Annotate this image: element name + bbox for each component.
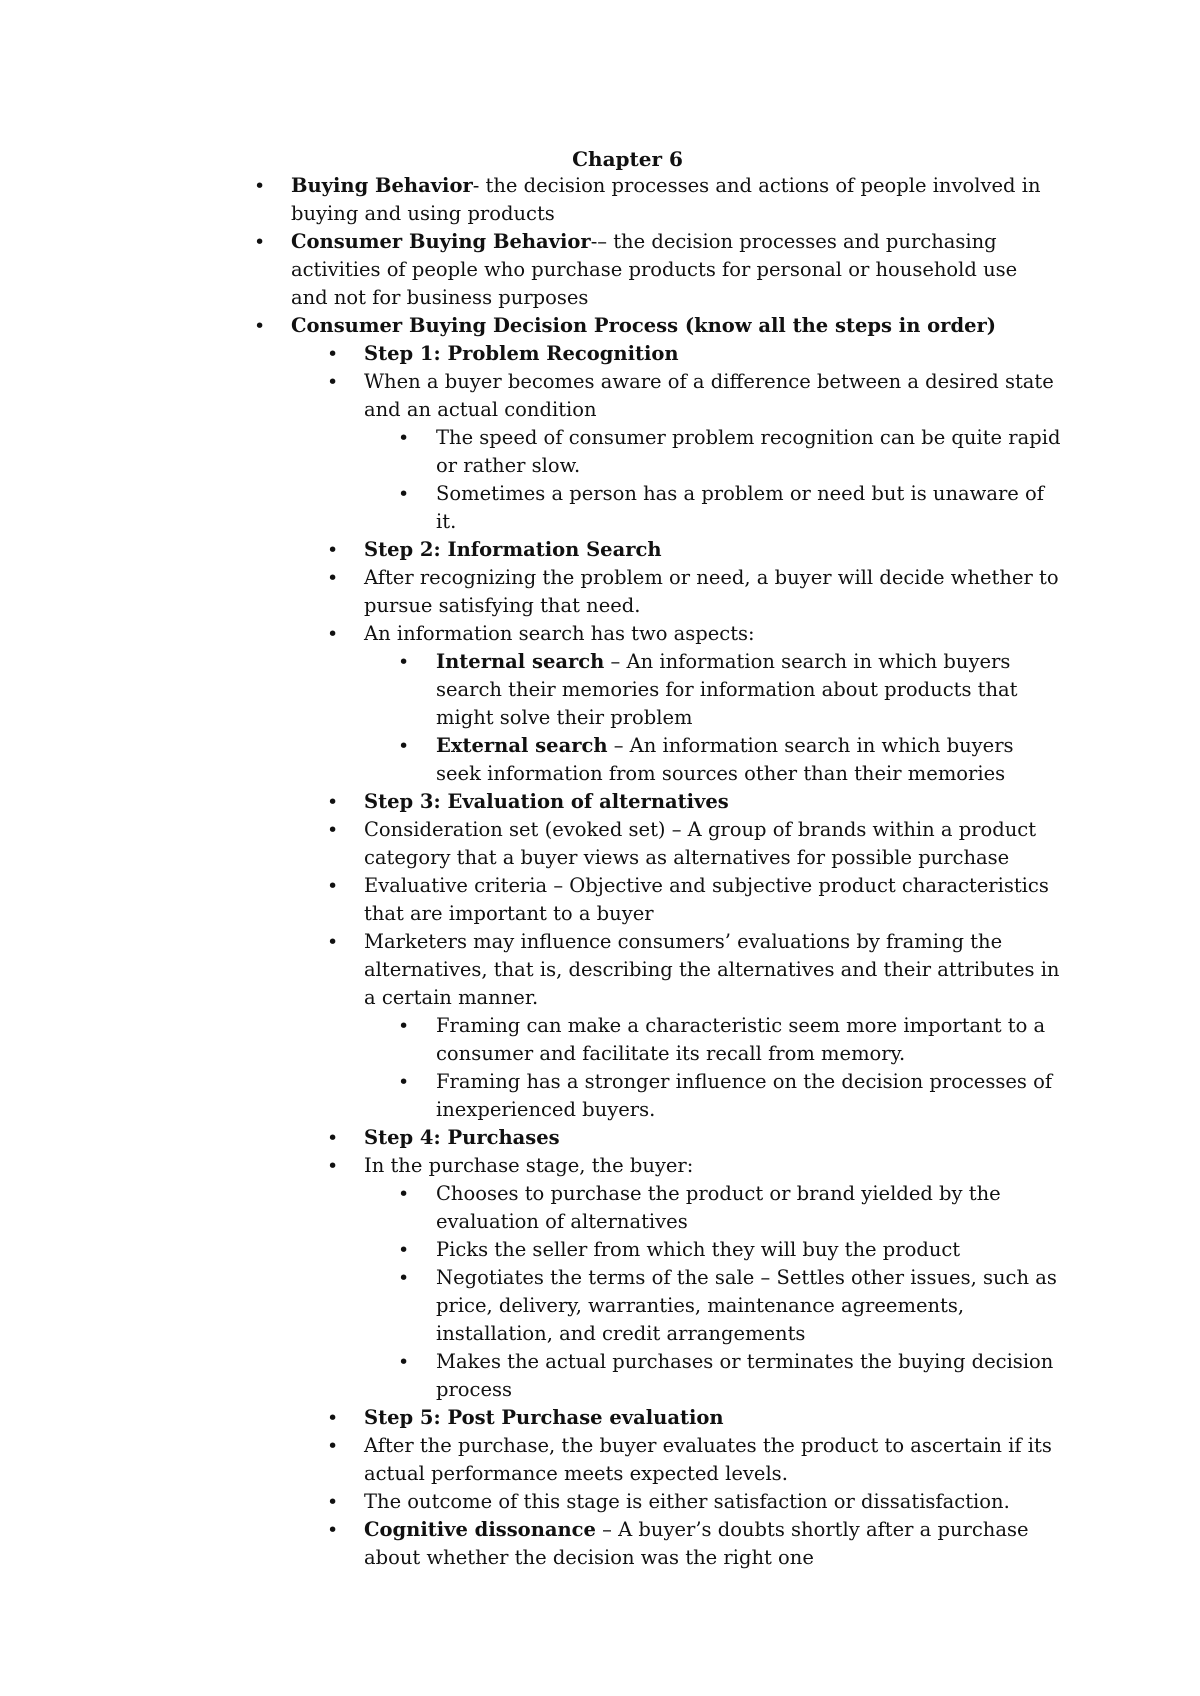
- step-heading: Step 4: Purchases: [364, 1126, 560, 1149]
- step-heading: Step 3: Evaluation of alternatives: [364, 790, 729, 813]
- definition-text: -– the decision processes and purchasing activities of people who purchase products for personal or household use and not for business purposes: [291, 230, 1018, 309]
- bullet-icon: •: [327, 791, 339, 813]
- bullet-icon: •: [254, 315, 266, 337]
- bullet-icon: •: [327, 539, 339, 561]
- sub-text: Negotiates the terms of the sale – Settles other issues, such as price, delivery, warranties, maintenance agreements, installation, and credit arrangements: [436, 1266, 1057, 1345]
- bullet-icon: •: [327, 1127, 339, 1149]
- list-item: [0, 1404, 1064, 1432]
- bullet-icon: •: [327, 1435, 339, 1457]
- section-heading: Consumer Buying Decision Process (know all the steps in order): [291, 314, 996, 337]
- list-item: [0, 1348, 1061, 1404]
- list-item: [0, 1012, 1061, 1068]
- bullet-icon: •: [398, 1183, 410, 1205]
- bullet-icon: •: [398, 483, 410, 505]
- list-item: [0, 928, 1064, 1012]
- list-item: [0, 1068, 1061, 1124]
- step-text: When a buyer becomes aware of a difference between a desired state and an actual condition: [364, 370, 1054, 421]
- bullet-icon: •: [327, 1491, 339, 1513]
- list-item: [0, 368, 1064, 424]
- step-text: After recognizing the problem or need, a buyer will decide whether to pursue satisfying that need.: [364, 566, 1059, 617]
- bullet-icon: •: [398, 735, 410, 757]
- bullet-icon: •: [398, 1351, 410, 1373]
- list-item: [0, 340, 1064, 368]
- bullet-icon: •: [327, 371, 339, 393]
- bullet-icon: •: [327, 931, 339, 953]
- step-text: Consideration set (evoked set) – A group of brands within a product category that a buyer views as alternatives for possible purchase: [364, 818, 1037, 869]
- sub-text: Makes the actual purchases or terminates the buying decision process: [436, 1350, 1054, 1401]
- step-text: In the purchase stage, the buyer:: [364, 1154, 694, 1177]
- definition-text: – An information search in which buyers search their memories for information about products that might solve their problem: [436, 650, 1018, 729]
- list-item: [0, 172, 1051, 228]
- definition-text: – A buyer’s doubts shortly after a purchase about whether the decision was the right one: [364, 1518, 1029, 1569]
- list-item: [0, 648, 1061, 732]
- step-text: Evaluative criteria – Objective and subjective product characteristics that are important to a buyer: [364, 874, 1049, 925]
- list-item: [0, 1516, 1064, 1572]
- bullet-icon: •: [327, 1155, 339, 1177]
- bullet-icon: •: [327, 819, 339, 841]
- list-item: [0, 424, 1061, 480]
- sub-text: The speed of consumer problem recognition can be quite rapid or rather slow.: [436, 426, 1061, 477]
- bullet-icon: •: [398, 1015, 410, 1037]
- definition-text: – An information search in which buyers seek information from sources other than their memories: [436, 734, 1014, 785]
- bullet-icon: •: [327, 567, 339, 589]
- sub-text: Framing has a stronger influence on the decision processes of inexperienced buyers.: [436, 1070, 1053, 1121]
- list-item: [0, 816, 1064, 872]
- bullet-icon: •: [327, 623, 339, 645]
- list-item: [0, 788, 1064, 816]
- list-item: [0, 1432, 1064, 1488]
- list-item: [0, 732, 1061, 788]
- list-item: [0, 1488, 1064, 1516]
- step-text: The outcome of this stage is either satisfaction or dissatisfaction.: [364, 1490, 1010, 1513]
- bullet-icon: •: [398, 1071, 410, 1093]
- sub-text: Sometimes a person has a problem or need but is unaware of it.: [436, 482, 1044, 533]
- notes-list: [0, 172, 1200, 1572]
- list-item: [0, 1124, 1064, 1152]
- sub-text: Framing can make a characteristic seem more important to a consumer and facilitate its recall from memory.: [436, 1014, 1046, 1065]
- list-item: [0, 564, 1064, 620]
- list-item: [0, 228, 1051, 312]
- bullet-icon: •: [327, 1519, 339, 1541]
- list-item: [0, 312, 1051, 340]
- term-label: Consumer Buying Behavior: [291, 230, 591, 253]
- page-title: Chapter 6: [572, 147, 683, 171]
- term-label: Cognitive dissonance: [364, 1518, 596, 1541]
- bullet-icon: •: [398, 651, 410, 673]
- list-item: [0, 1236, 1061, 1264]
- bullet-icon: •: [254, 175, 266, 197]
- step-text: An information search has two aspects:: [364, 622, 755, 645]
- list-item: [0, 1180, 1061, 1236]
- bullet-icon: •: [398, 1267, 410, 1289]
- step-text: Marketers may influence consumers’ evaluations by framing the alternatives, that is, describing the alternatives and their attributes in a certain manner.: [364, 930, 1060, 1009]
- list-item: [0, 1264, 1061, 1348]
- bullet-icon: •: [254, 231, 266, 253]
- term-label: Buying Behavior: [291, 174, 473, 197]
- list-item: [0, 536, 1064, 564]
- list-item: [0, 480, 1061, 536]
- bullet-icon: •: [327, 343, 339, 365]
- sub-text: Chooses to purchase the product or brand yielded by the evaluation of alternatives: [436, 1182, 1001, 1233]
- list-item: [0, 872, 1064, 928]
- step-heading: Step 1: Problem Recognition: [364, 342, 679, 365]
- step-heading: Step 2: Information Search: [364, 538, 662, 561]
- bullet-icon: •: [327, 1407, 339, 1429]
- list-item: [0, 620, 1064, 648]
- step-heading: Step 5: Post Purchase evaluation: [364, 1406, 724, 1429]
- definition-text: - the decision processes and actions of people involved in buying and using products: [291, 174, 1041, 225]
- bullet-icon: •: [398, 427, 410, 449]
- sub-text: Picks the seller from which they will buy the product: [436, 1238, 961, 1261]
- step-text: After the purchase, the buyer evaluates the product to ascertain if its actual performance meets expected levels.: [364, 1434, 1052, 1485]
- bullet-icon: •: [398, 1239, 410, 1261]
- bullet-icon: •: [327, 875, 339, 897]
- list-item: [0, 1152, 1064, 1180]
- term-label: External search: [436, 734, 608, 757]
- term-label: Internal search: [436, 650, 605, 673]
